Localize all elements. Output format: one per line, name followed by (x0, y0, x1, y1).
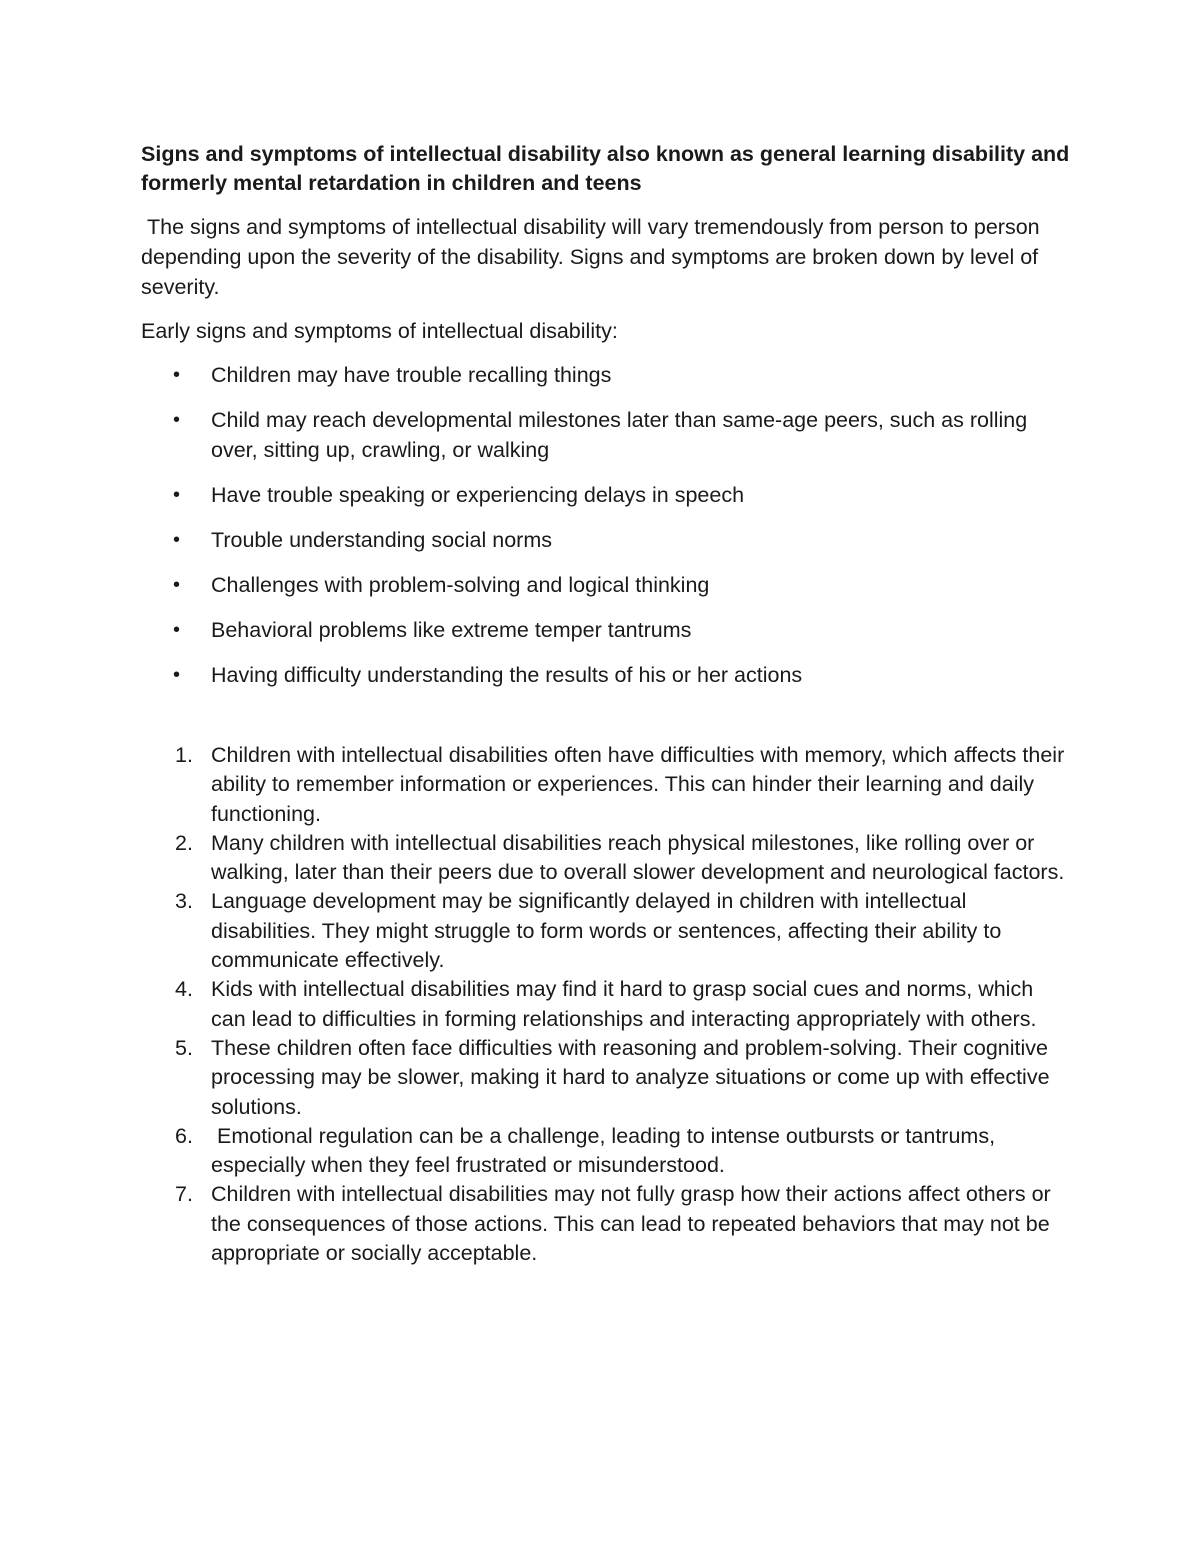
numbered-list (141, 741, 1071, 1268)
item-number: 6. (175, 1123, 193, 1148)
numbered-item-text: Emotional regulation can be a challenge, leading to intense outbursts or tantrums, especially when they feel frustrated or misunderstood. (211, 1123, 1002, 1178)
item-number: 5. (175, 1035, 193, 1060)
list-item-text: Challenges with problem-solving and logical thinking (211, 573, 710, 597)
numbered-item (141, 975, 1071, 1034)
list-item-text: Behavioral problems like extreme temper tantrums (211, 618, 692, 642)
item-number: 3. (175, 889, 193, 914)
list-item-text: Child may reach developmental milestones later than same-age peers, such as rolling over, sitting up, crawling, or walking (211, 408, 1028, 462)
bullet-icon: • (173, 364, 181, 386)
bullet-icon: • (173, 574, 181, 596)
bullet-icon: • (173, 664, 181, 686)
numbered-item (141, 1122, 1071, 1181)
list-item (141, 480, 1071, 510)
list-item-text: Trouble understanding social norms (211, 528, 552, 552)
numbered-item-text: Language development may be significantly delayed in children with intellectual disabilities. They might struggle to form words or sentences, affecting their ability to communicate effectively. (211, 889, 1002, 973)
numbered-item (141, 1180, 1071, 1268)
bullet-icon: • (173, 484, 181, 506)
numbered-item-text: Kids with intellectual disabilities may find it hard to grasp social cues and norms, which can lead to difficulties in forming relationships and interacting appropriately with others. (211, 977, 1037, 1031)
list-item (141, 405, 1071, 465)
bullet-icon: • (173, 529, 181, 551)
item-number: 1. (175, 743, 193, 767)
list-item (141, 570, 1071, 600)
list-item (141, 360, 1071, 390)
numbered-item (141, 741, 1071, 829)
bullet-icon: • (173, 409, 181, 431)
list-item-text: Children may have trouble recalling things (211, 363, 612, 387)
document-title: Signs and symptoms of intellectual disability also known as general learning disability and formerly mental retardation in children and teens (141, 142, 1070, 195)
list-item-text: Having difficulty understanding the results of his or her actions (211, 663, 803, 687)
item-number: 2. (175, 830, 193, 855)
list-item (141, 525, 1071, 555)
bullet-list (141, 360, 1071, 690)
list-item (141, 615, 1071, 645)
list-item-text: Have trouble speaking or experiencing delays in speech (211, 483, 745, 507)
list-item (141, 660, 1071, 690)
numbered-item-text: Children with intellectual disabilities may not fully grasp how their actions affect others or the consequences of those actions. This can lead to repeated behaviors that may not be appropriate or socially acceptable. (211, 1182, 1051, 1266)
early-signs-heading: Early signs and symptoms of intellectual disability: (141, 319, 618, 343)
item-number: 4. (175, 977, 193, 1002)
numbered-item-text: These children often face difficulties with reasoning and problem-solving. Their cognitive processing may be slower, making it hard to analyze situations or come up with effective solutions. (211, 1035, 1050, 1119)
numbered-item (141, 887, 1071, 975)
intro-paragraph: The signs and symptoms of intellectual disability will vary tremendously from person to person depending upon the severity of the disability. Signs and symptoms are broken down by level of severity. (141, 215, 1046, 299)
numbered-item (141, 829, 1071, 888)
bullet-icon: • (173, 619, 181, 641)
numbered-item-text: Children with intellectual disabilities often have difficulties with memory, which affects their ability to remember information or experiences. This can hinder their learning and daily functioning. (211, 743, 1065, 826)
numbered-item-text: Many children with intellectual disabilities reach physical milestones, like rolling over or walking, later than their peers due to overall slower development and neurological factors. (211, 830, 1065, 885)
numbered-item (141, 1034, 1071, 1122)
item-number: 7. (175, 1182, 193, 1207)
document-page (141, 140, 1071, 1268)
